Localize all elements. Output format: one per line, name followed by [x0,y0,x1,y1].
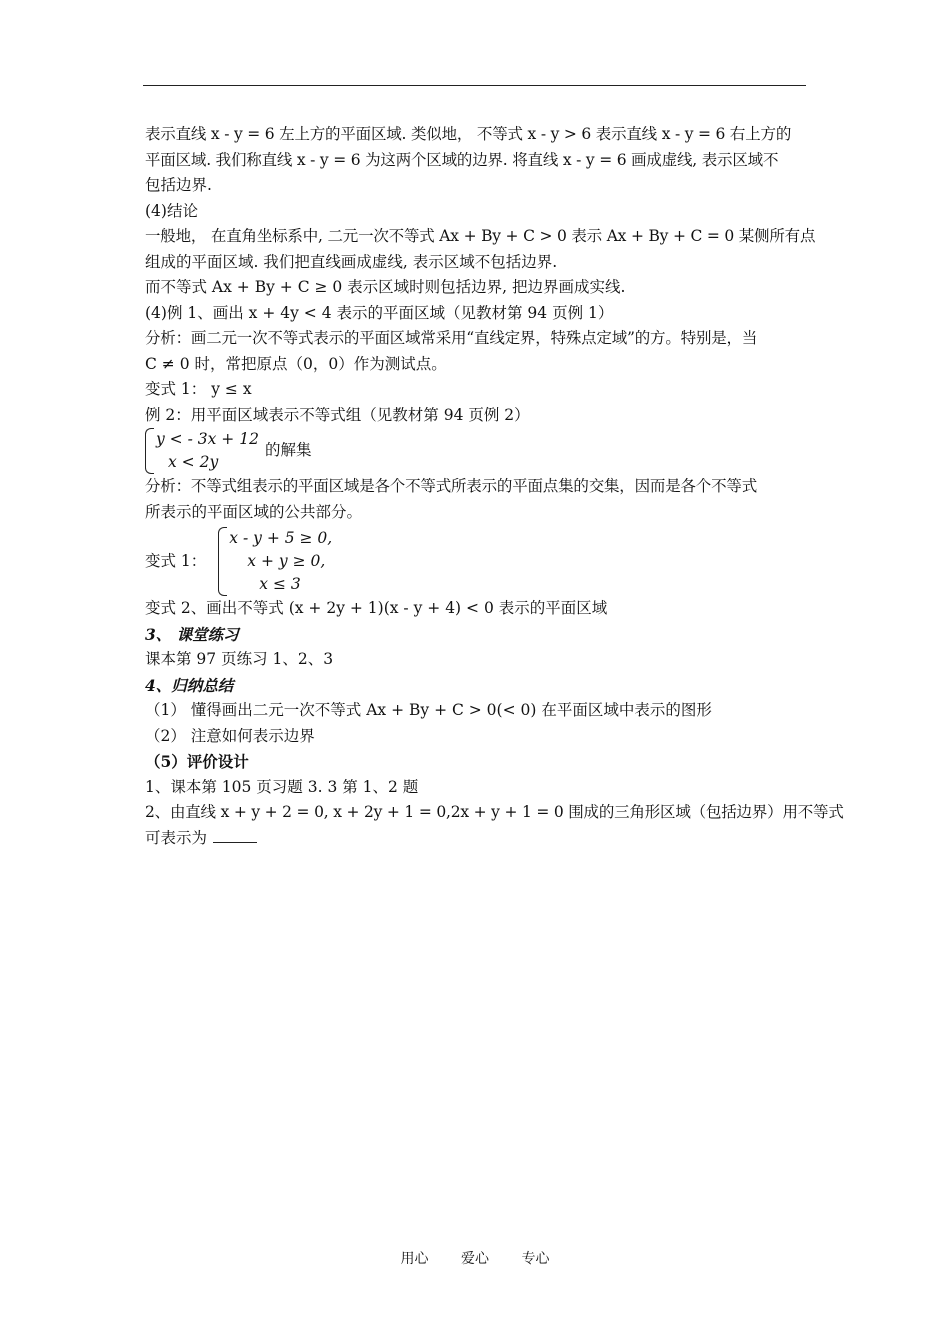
footer-text: 用心 [400,1251,429,1267]
system-brace [145,428,259,474]
system-row: x ≤ 3 [259,575,301,593]
text-line: 分析：画二元一次不等式表示的平面区域常采用“直线定界，特殊点定域”的方。特别是，当 [145,329,758,347]
document-body [145,122,844,851]
text-line: 课本第 97 页练习 1、2、3 [145,650,334,668]
inequality-system [145,428,807,474]
footer-text: 专心 [521,1251,550,1267]
system-row: x < 2y [168,453,219,471]
variant-2: 变式 2、画出不等式 (x + 2y + 1)(x - y + 4) < 0 表示的平面区域 [145,599,608,617]
section-heading-3: 3、 课堂练习 [145,624,239,644]
list-item [145,826,807,852]
system-brace [218,527,332,596]
variant-1-first: 变式 1： y ≤ x [145,380,252,398]
text-line: 而不等式 Ax + By + C ≥ 0 表示区域时则包括边界, 把边界画成实线. [145,278,626,296]
text-line: C ≠ 0 时，常把原点（0，0）作为测试点。 [145,354,447,373]
header-rule [143,85,806,86]
section-heading-4: 4、归纳总结 [145,675,234,695]
page-footer [0,1248,950,1268]
system-row: x + y ≥ 0, [247,552,326,570]
text-line: 所表示的平面区域的公共部分。 [145,502,363,521]
list-item: （2） 注意如何表示边界 [145,726,315,745]
list-item: 2、由直线 x + y + 2 = 0, x + 2y + 1 = 0,2x + y + 1 = 0 围成的三角形区域（包括边界）用不等式 [145,803,844,821]
footer-text: 爱心 [461,1251,489,1267]
text-line: 一般地， 在直角坐标系中, 二元一次不等式 Ax + By + C > 0 表示 Ax + By + C = 0 某侧所有点 [145,227,816,245]
section-heading-conclusion: (4)结论 [145,201,198,220]
text-line: 组成的平面区域. 我们把直线画成虚线, 表示区域不包括边界. [145,252,558,271]
variant-1-system [145,527,807,596]
section-heading-5: （5）评价设计 [145,752,249,771]
text-line: 表示直线 x - y = 6 左上方的平面区域. 类似地， 不等式 x - y > 6 表示直线 x - y = 6 右上方的 [145,125,792,143]
list-item: 1、课本第 105 页习题 3. 3 第 1、2 题 [145,777,419,796]
example-2: 例 2：用平面区域表示不等式组（见教材第 94 页例 2） [145,405,530,424]
text-line: 分析：不等式组表示的平面区域是各个不等式所表示的平面点集的交集，因而是各个不等式 [145,477,758,495]
system-row: y < - 3x + 12 [156,430,259,448]
list-item: （1） 懂得画出二元一次不等式 Ax + By + C > 0(< 0) 在平面区域中表示的图形 [145,701,712,719]
example-1: (4)例 1、画出 x + 4y < 4 表示的平面区域（见教材第 94 页例 1） [145,303,614,322]
text-line: 包括边界. [145,176,212,194]
system-suffix: 的解集 [264,441,312,460]
variant-1-label: 变式 1： [145,551,207,570]
answer-blank [213,826,257,843]
text-line: 平面区域. 我们称直线 x - y = 6 为这两个区域的边界. 将直线 x - y = 6 画成虚线, 表示区域不 [145,150,779,169]
answer-prompt: 可表示为 [145,828,208,847]
system-row: x - y + 5 ≥ 0, [229,529,333,547]
